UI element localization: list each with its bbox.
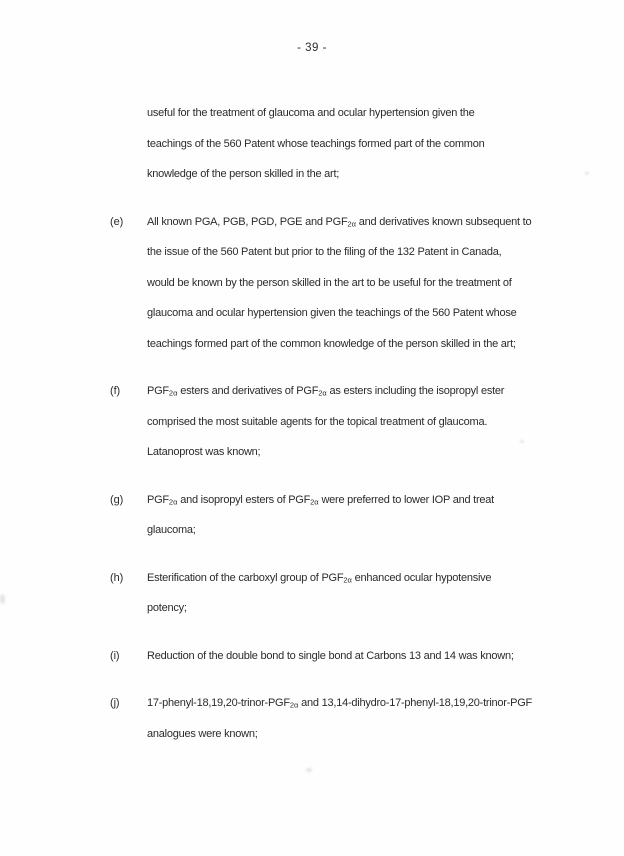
text-line: glaucoma; (147, 524, 196, 536)
subscript: 2α (310, 497, 319, 506)
text-line: useful for the treatment of glaucoma and ocular hypertension given the (147, 107, 475, 119)
paragraph-text (147, 98, 485, 190)
text-line: comprised the most suitable agents for the topical treatment of glaucoma. (147, 415, 488, 428)
text-line: All known PGA, PGB, PGD, PGE and $PGF_{2\alpha}$ and derivatives known subsequent to (147, 215, 532, 228)
paragraph-text (147, 641, 514, 672)
scan-smudge (306, 768, 312, 772)
paragraph-text (147, 485, 494, 546)
paragraph-label: (i) (110, 649, 120, 662)
text-line: $PGF_{2\alpha}$ and isopropyl esters of $PGF_{2\alpha}$ were preferred to lower IOP and treat (147, 493, 494, 506)
subscript: 2α (318, 388, 327, 398)
text-line: knowledge of the person skilled in the art; (147, 168, 340, 180)
subscript: 2α (343, 575, 352, 584)
text-line: Esterification of the carboxyl group of $PGF_{2\alpha}$ enhanced ocular hypotensive (147, 571, 492, 584)
text-line: $PGF_{2\alpha}$ esters and derivatives of $PGF_{2\alpha}$ as esters including the isopropyl ester (147, 385, 505, 398)
paragraph-label: (h) (110, 571, 124, 584)
paragraph (110, 485, 532, 546)
scan-smudge (0, 594, 5, 604)
text-line: Latanoprost was known; (147, 446, 261, 458)
text-line: $17-phenyl-18,19,20-trinor-PGF_{2\alpha}$ and 13,14-dihydro-17-phenyl-18,19,20-trinor-PGF (147, 697, 533, 710)
subscript: 2α (347, 219, 356, 228)
paragraph (110, 563, 532, 624)
page-number: - 39 - (297, 42, 327, 54)
text-line: glaucoma and ocular hypertension given the teachings of the 560 Patent whose (147, 307, 517, 319)
paragraph-label: (f) (110, 385, 121, 397)
paragraph-text (147, 207, 531, 360)
text-line: teachings of the 560 Patent whose teachings formed part of the common (147, 137, 485, 150)
paragraph-label (110, 98, 147, 190)
paragraph (110, 98, 532, 190)
text-line: teachings formed part of the common knowledge of the person skilled in the art; (147, 337, 516, 350)
text-line: analogues were known; (147, 727, 258, 740)
text-line: the issue of the 560 Patent but prior to the filing of the 132 Patent in Canada, (147, 246, 502, 258)
subscript: 2α (168, 497, 178, 506)
paragraph (110, 376, 532, 468)
paragraph-text (147, 563, 491, 624)
paragraph-label: (e) (110, 215, 124, 228)
scan-smudge (585, 172, 589, 175)
subscript: 2α (168, 388, 178, 398)
scan-smudge (520, 440, 524, 443)
text-line: potency; (147, 602, 187, 614)
document-body (110, 98, 532, 766)
paragraph (110, 641, 532, 672)
paragraph (110, 688, 532, 749)
text-line: Reduction of the double bond to single bond at Carbons 13 and 14 was known; (147, 649, 514, 662)
paragraph (110, 207, 532, 360)
paragraph-label: (j) (110, 697, 120, 709)
text-line: would be known by the person skilled in the art to be useful for the treatment of (147, 276, 512, 289)
paragraph-text (147, 688, 532, 749)
paragraph-text (147, 376, 504, 468)
paragraph-label: (g) (110, 493, 124, 506)
subscript: 2α (289, 700, 299, 710)
